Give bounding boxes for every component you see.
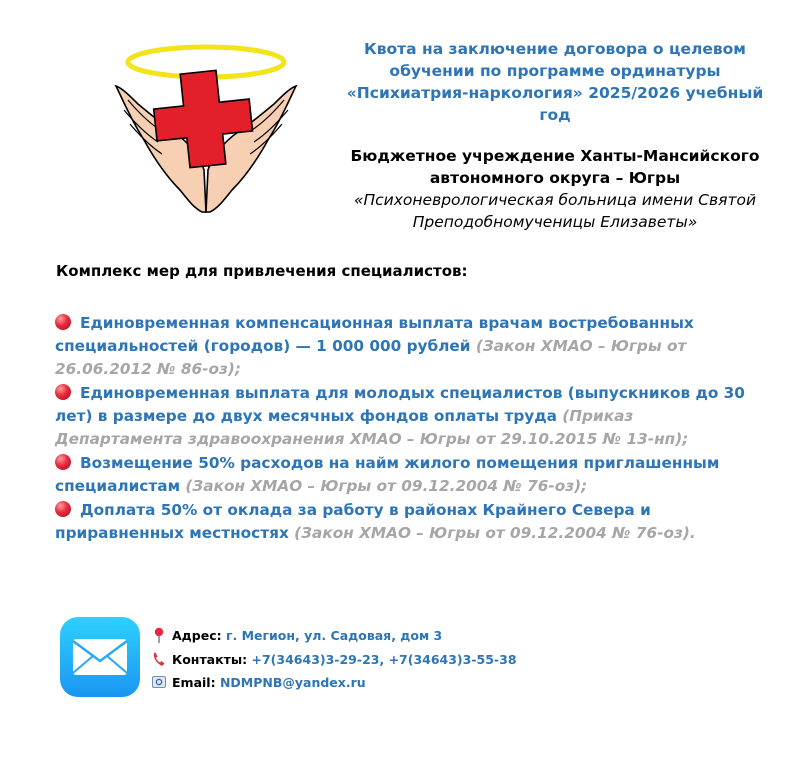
phone-value[interactable]: +7(34643)3-29-23, +7(34643)3-55-38	[251, 651, 517, 667]
contacts-block	[152, 624, 517, 695]
measure-law: (Закон ХМАО – Югры от 09.12.2004 № 76-оз);	[185, 477, 588, 495]
email-row	[152, 671, 517, 695]
measures-title: Комплекс мер для привлечения специалистов:	[56, 262, 468, 280]
hospital-name	[330, 189, 780, 233]
org-line: Бюджетное учреждение Ханты-Мансийского	[350, 147, 760, 165]
email-icon	[152, 674, 166, 690]
measure-item	[55, 312, 755, 381]
measure-text: Доплата 50% от оклада за работу в районах Крайнего Севера и приравненных местностях	[55, 501, 651, 542]
phone-label: Контакты:	[172, 651, 248, 667]
quota-line: обучении по программе ординатуры	[389, 62, 721, 80]
measure-law: (Закон ХМАО – Югры от 26.06.2012 № 86-оз);	[55, 337, 687, 378]
measure-law: (Приказ Департамента здравоохранения ХМАО – Югры от 29.10.2015 № 13-нп);	[55, 407, 689, 448]
measure-law: (Закон ХМАО – Югры от 09.12.2004 № 76-оз).	[294, 524, 696, 542]
measures-list	[55, 312, 755, 546]
phone-icon	[152, 651, 166, 667]
address-label: Адрес:	[172, 628, 222, 643]
red-bullet-icon	[55, 454, 71, 470]
email-value[interactable]: NDMPNB@yandex.ru	[219, 675, 366, 690]
quota-line: Квота на заключение договора о целевом	[364, 40, 746, 58]
measure-text: Единовременная компенсационная выплата врачам востребованных специальностей (городов) — 1 000 000 рублей	[55, 314, 694, 355]
red-bullet-icon	[55, 314, 71, 330]
measure-item	[55, 452, 755, 498]
hands-cross-halo-logo	[108, 38, 304, 214]
red-bullet-icon	[55, 501, 71, 517]
measure-text: Единовременная выплата для молодых специалистов (выпускников до 30 лет) в размере до двух месячных фондов оплаты труда	[55, 384, 745, 425]
hospital-line: Преподобномученицы Елизаветы»	[412, 213, 698, 231]
red-bullet-icon	[55, 384, 71, 400]
email-label: Email:	[172, 675, 216, 690]
measure-item	[55, 499, 755, 545]
address-row	[152, 624, 517, 648]
address-value: г. Мегион, ул. Садовая, дом 3	[225, 628, 443, 643]
organization-name	[330, 145, 780, 189]
measure-item	[55, 382, 755, 451]
envelope-icon	[60, 617, 140, 697]
org-line: автономного округа – Югры	[429, 169, 681, 187]
document-header	[330, 38, 780, 233]
phone-row	[152, 648, 517, 672]
hospital-line: «Психоневрологическая больница имени Святой	[353, 191, 757, 209]
measure-text: Возмещение 50% расходов на найм жилого помещения приглашенным специалистам	[55, 454, 720, 495]
quota-line: «Психиатрия-наркология» 2025/2026 учебный год	[346, 84, 764, 124]
quota-title	[330, 38, 780, 126]
pin-icon	[152, 627, 166, 643]
mail-app-icon	[60, 617, 140, 697]
